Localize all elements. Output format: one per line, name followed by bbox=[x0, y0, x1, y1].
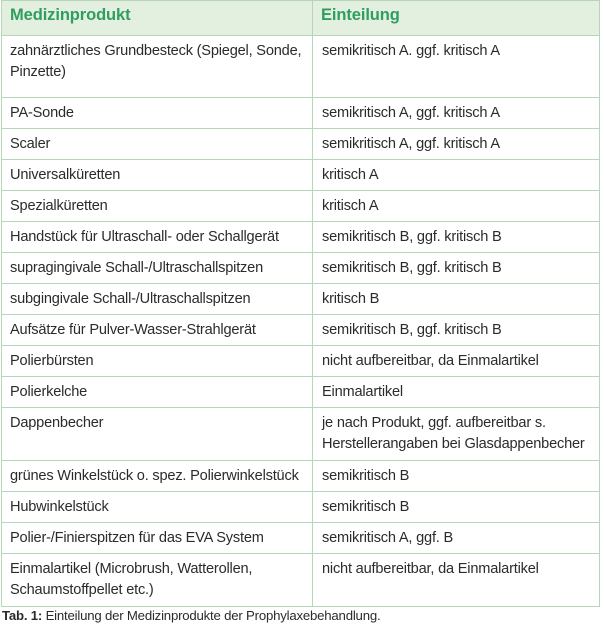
cell-einteilung: semikritisch B, ggf. kritisch B bbox=[313, 315, 600, 346]
cell-produkt: Polierbürsten bbox=[2, 346, 313, 377]
cell-produkt: Polier-/Finierspitzen für das EVA System bbox=[2, 523, 313, 554]
cell-einteilung: nicht aufbereitbar, da Einmalartikel bbox=[313, 346, 600, 377]
cell-produkt: Dappenbecher bbox=[2, 408, 313, 461]
table-row bbox=[2, 408, 600, 461]
cell-einteilung: semikritisch A, ggf. B bbox=[313, 523, 600, 554]
cell-produkt: Aufsätze für Pulver-Wasser-Strahlgerät bbox=[2, 315, 313, 346]
cell-produkt: Universalküretten bbox=[2, 160, 313, 191]
medizinprodukte-table bbox=[1, 0, 600, 607]
header-einteilung: Einteilung bbox=[313, 1, 600, 36]
table-header bbox=[2, 1, 600, 36]
table-row bbox=[2, 315, 600, 346]
table-row bbox=[2, 191, 600, 222]
cell-einteilung: semikritisch A, ggf. kritisch A bbox=[313, 129, 600, 160]
cell-einteilung: semikritisch B bbox=[313, 461, 600, 492]
cell-einteilung: semikritisch B, ggf. kritisch B bbox=[313, 253, 600, 284]
cell-produkt: Spezialküretten bbox=[2, 191, 313, 222]
header-row bbox=[2, 1, 600, 36]
table-row bbox=[2, 222, 600, 253]
cell-einteilung: kritisch A bbox=[313, 160, 600, 191]
cell-produkt: zahnärztliches Grundbesteck (Spiegel, Sonde, Pinzette) bbox=[2, 36, 313, 98]
table-caption bbox=[2, 608, 380, 623]
cell-produkt: Einmalartikel (Microbrush, Watterollen, Schaumstoffpellet etc.) bbox=[2, 554, 313, 607]
caption-text: Einteilung der Medizinprodukte der Prophylaxebehandlung. bbox=[42, 608, 381, 623]
cell-produkt: grünes Winkelstück o. spez. Polierwinkelstück bbox=[2, 461, 313, 492]
caption-label: Tab. 1: bbox=[2, 608, 43, 623]
table-body bbox=[2, 36, 600, 607]
table-row bbox=[2, 129, 600, 160]
table-row bbox=[2, 36, 600, 98]
cell-einteilung: Einmalartikel bbox=[313, 377, 600, 408]
table-row bbox=[2, 492, 600, 523]
cell-produkt: Scaler bbox=[2, 129, 313, 160]
header-medizinprodukt: Medizinprodukt bbox=[2, 1, 313, 36]
cell-einteilung: semikritisch B bbox=[313, 492, 600, 523]
cell-produkt: subgingivale Schall-/Ultraschallspitzen bbox=[2, 284, 313, 315]
table-row bbox=[2, 377, 600, 408]
cell-produkt: Hubwinkelstück bbox=[2, 492, 313, 523]
cell-einteilung: semikritisch B, ggf. kritisch B bbox=[313, 222, 600, 253]
cell-produkt: Handstück für Ultraschall- oder Schallgerät bbox=[2, 222, 313, 253]
cell-produkt: PA-Sonde bbox=[2, 98, 313, 129]
cell-produkt: supragingivale Schall-/Ultraschallspitzen bbox=[2, 253, 313, 284]
cell-einteilung: kritisch B bbox=[313, 284, 600, 315]
table-row bbox=[2, 284, 600, 315]
cell-einteilung: kritisch A bbox=[313, 191, 600, 222]
table-row bbox=[2, 98, 600, 129]
table-row bbox=[2, 461, 600, 492]
cell-einteilung: semikritisch A. ggf. kritisch A bbox=[313, 36, 600, 98]
cell-einteilung: je nach Produkt, ggf. aufbereitbar s. Herstellerangaben bei Glasdappenbecher bbox=[313, 408, 600, 461]
table-row bbox=[2, 160, 600, 191]
cell-produkt: Polierkelche bbox=[2, 377, 313, 408]
table-row bbox=[2, 554, 600, 607]
table-row bbox=[2, 523, 600, 554]
cell-einteilung: semikritisch A, ggf. kritisch A bbox=[313, 98, 600, 129]
table-row bbox=[2, 253, 600, 284]
cell-einteilung: nicht aufbereitbar, da Einmalartikel bbox=[313, 554, 600, 607]
table-row bbox=[2, 346, 600, 377]
